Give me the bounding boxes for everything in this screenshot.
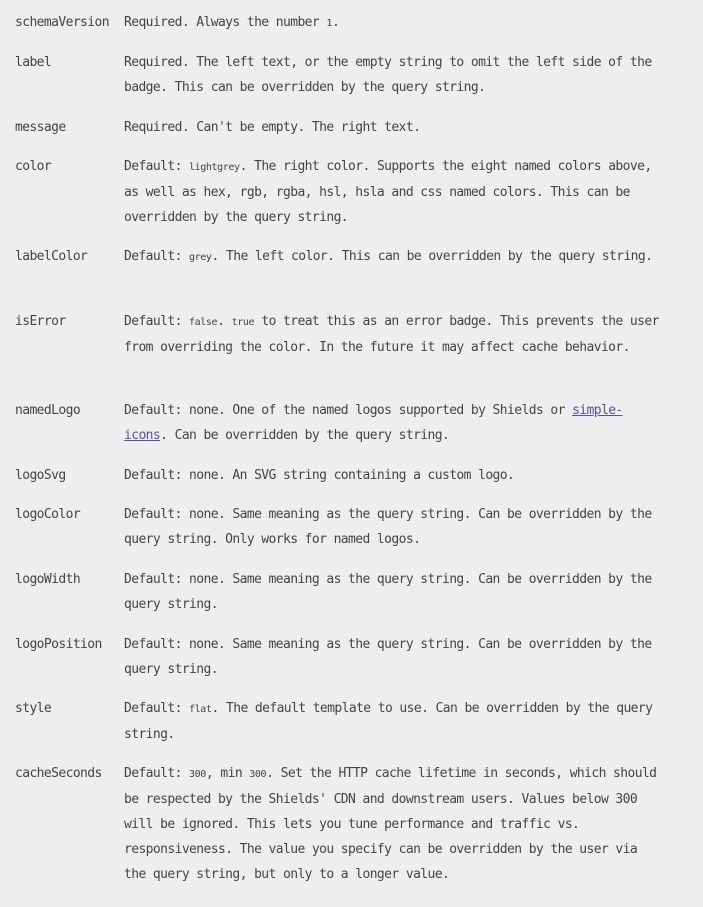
property-description [124, 115, 664, 140]
property-description [124, 10, 664, 36]
description-text: . The left color. This can be overridden by the query string. [211, 249, 653, 264]
property-description [124, 154, 664, 230]
property-name: schemaVersion [15, 15, 109, 30]
description-text: . The default template to use. Can be overridden by the query string. [124, 701, 653, 742]
description-text: . Set the HTTP cache lifetime in seconds, which should be respected by the Shields' CDN and downstream users. Values below 300 will be ignored. This lets you tune performance and traffic vs. responsiveness. The value you specify can be overridden by the user via the query string, but only to a longer value. [124, 766, 657, 882]
property-name: color [15, 159, 52, 174]
property-description [124, 309, 664, 360]
description-text: . The right color. Supports the eight named colors above, as well as hex, rgb, rgba, hsl, hsla and css named colors. This can be overridden by the query string. [124, 159, 652, 225]
inline-code: flat [189, 704, 212, 715]
property-name: logoPosition [15, 637, 102, 652]
description-text: to treat this as an error badge. This prevents the user from overriding the color. In the future it may affect cache behavior. [124, 314, 659, 355]
description-text: Default: none. Same meaning as the query string. Can be overridden by the query string. [124, 572, 652, 612]
inline-code: grey [189, 252, 212, 263]
description-text: Default: [124, 159, 190, 174]
property-name: label [15, 55, 52, 70]
description-text: Required. The left text, or the empty string to omit the left side of the badge. This can be overridden by the query string. [124, 55, 652, 95]
property-description [124, 502, 664, 552]
property-description [124, 761, 664, 887]
property-name: logoSvg [15, 468, 66, 483]
inline-code: 300 [249, 769, 267, 780]
description-text: Default: [124, 314, 190, 329]
inline-code: 300 [189, 769, 206, 780]
property-description [124, 632, 664, 682]
description-text: Default: [124, 249, 190, 264]
description-text: Default: none. An SVG string containing a custom logo. [124, 468, 515, 483]
property-description [124, 696, 664, 747]
description-text: . [217, 314, 232, 329]
description-text: Default: none. Same meaning as the query string. Can be overridden by the query string. Only works for named logos. [124, 507, 652, 547]
property-name: cacheSeconds [15, 766, 102, 781]
description-text: Default: none. One of the named logos supported by Shields or [124, 403, 573, 418]
description-text: . [331, 15, 340, 30]
property-name: namedLogo [15, 403, 81, 418]
inline-code: false [189, 317, 218, 328]
simple-icons-link[interactable]: simple-icons [124, 403, 623, 443]
property-name: message [15, 120, 66, 135]
property-name: labelColor [15, 249, 88, 264]
description-text: Default: [124, 766, 190, 781]
description-text: . Can be overridden by the query string. [160, 428, 450, 443]
property-description [124, 244, 664, 270]
description-text: Default: none. Same meaning as the query string. Can be overridden by the query string. [124, 637, 652, 677]
property-name: isError [15, 314, 66, 329]
inline-code: true [231, 317, 255, 328]
property-description [124, 50, 664, 100]
property-description [124, 463, 664, 488]
inline-code: 1 [326, 18, 332, 29]
property-description [124, 398, 664, 448]
property-description [124, 567, 664, 617]
property-name: logoWidth [15, 572, 81, 587]
description-text: , min [205, 766, 250, 781]
description-text: Default: [124, 701, 190, 716]
inline-code: lightgrey [189, 162, 240, 173]
property-name: logoColor [15, 507, 81, 522]
property-name: style [15, 701, 52, 716]
description-text: Required. Can't be empty. The right text. [124, 120, 421, 135]
description-text: Required. Always the number [124, 15, 327, 30]
